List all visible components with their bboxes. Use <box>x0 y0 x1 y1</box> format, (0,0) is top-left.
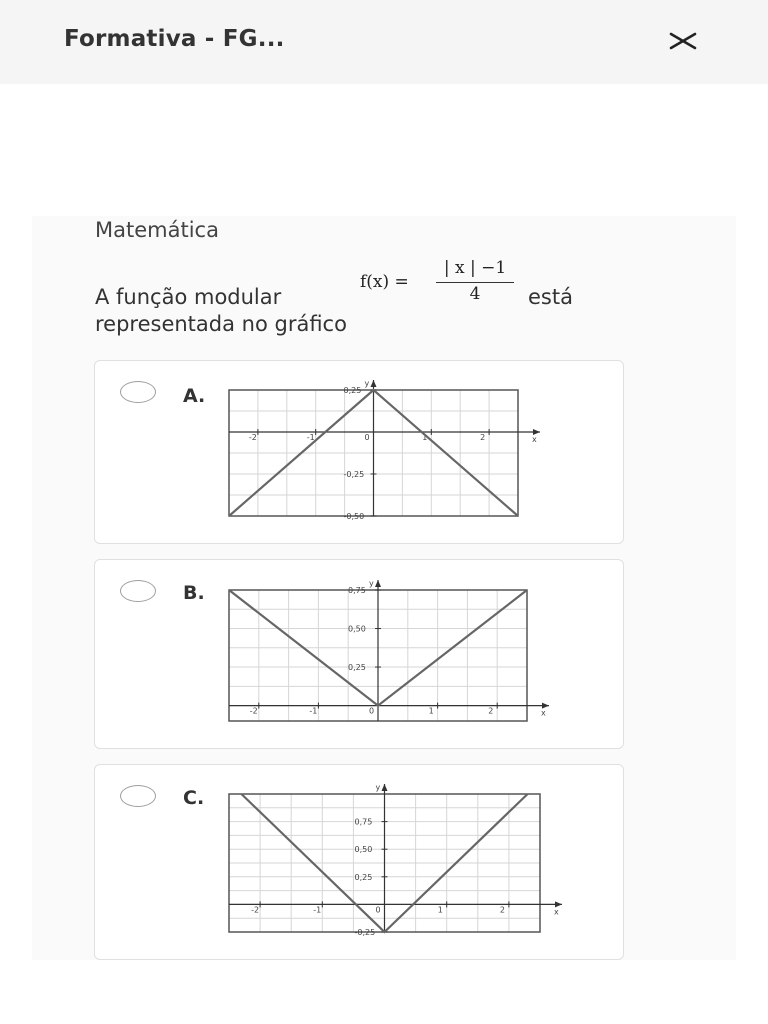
x-tick-label: -2 <box>249 706 258 716</box>
x-tick-label: 1 <box>437 905 443 915</box>
y-tick-label: -0,50 <box>343 512 365 521</box>
y-tick-label: -0,25 <box>343 470 365 479</box>
x-tick-label: -1 <box>306 433 315 442</box>
x-tick-label: 1 <box>428 706 434 716</box>
question-text-line2: representada no gráfico <box>95 312 347 336</box>
y-axis-arrow <box>375 580 381 587</box>
question-text: A função modular <box>95 285 282 309</box>
y-tick-label: 0,50 <box>348 624 366 634</box>
top-bar <box>0 0 768 84</box>
x-tick-label: 2 <box>488 706 494 716</box>
formula <box>356 258 526 308</box>
x-tick-label: -1 <box>313 905 322 915</box>
y-tick-label: 0,25 <box>354 872 373 882</box>
subject-label: Matemática <box>95 218 219 242</box>
graph-c <box>222 782 572 938</box>
y-tick-label: 0,75 <box>354 817 373 827</box>
y-tick-label: 0,75 <box>348 586 366 595</box>
y-tick-label: 0,25 <box>348 663 366 673</box>
question-text-cont: está <box>528 285 573 309</box>
x-tick-label: 0 <box>369 706 375 716</box>
x-tick-label: 2 <box>499 905 505 915</box>
y-axis-arrow <box>371 380 377 387</box>
x-tick-label: 0 <box>364 433 370 442</box>
y-axis-label: y <box>364 379 370 388</box>
x-tick-label: 0 <box>375 905 381 915</box>
x-tick-label: -2 <box>251 905 260 915</box>
formula-lhs: f(x) = <box>360 272 409 292</box>
graph-a <box>222 376 552 526</box>
formula-numerator: | x | −1 <box>443 258 507 278</box>
option-label: A. <box>183 385 206 407</box>
x-tick-label: -1 <box>309 706 318 716</box>
y-tick-label: -0,25 <box>354 928 376 937</box>
option-label: B. <box>183 582 205 604</box>
x-tick-label: 1 <box>422 433 428 442</box>
radio-option-b[interactable] <box>120 580 156 602</box>
formula-denominator: 4 <box>469 284 481 304</box>
radio-option-c[interactable] <box>120 785 156 807</box>
fraction-bar <box>436 282 514 283</box>
page-title: Formativa - FG... <box>64 26 285 52</box>
close-button[interactable] <box>664 26 704 58</box>
y-tick-label: 0,25 <box>343 386 362 395</box>
x-axis-label: x <box>541 708 546 718</box>
x-tick-label: 2 <box>480 433 486 442</box>
y-tick-label: 0,50 <box>354 845 373 855</box>
graph-b <box>222 576 562 728</box>
y-axis-label: y <box>375 783 381 792</box>
radio-option-a[interactable] <box>120 381 156 403</box>
y-axis-arrow <box>382 784 388 791</box>
x-tick-label: -2 <box>248 433 257 442</box>
option-label: C. <box>183 787 205 809</box>
y-axis-label: y <box>369 579 374 588</box>
x-axis-label: x <box>532 435 537 444</box>
x-axis-label: x <box>554 907 559 917</box>
close-icon <box>664 26 704 58</box>
